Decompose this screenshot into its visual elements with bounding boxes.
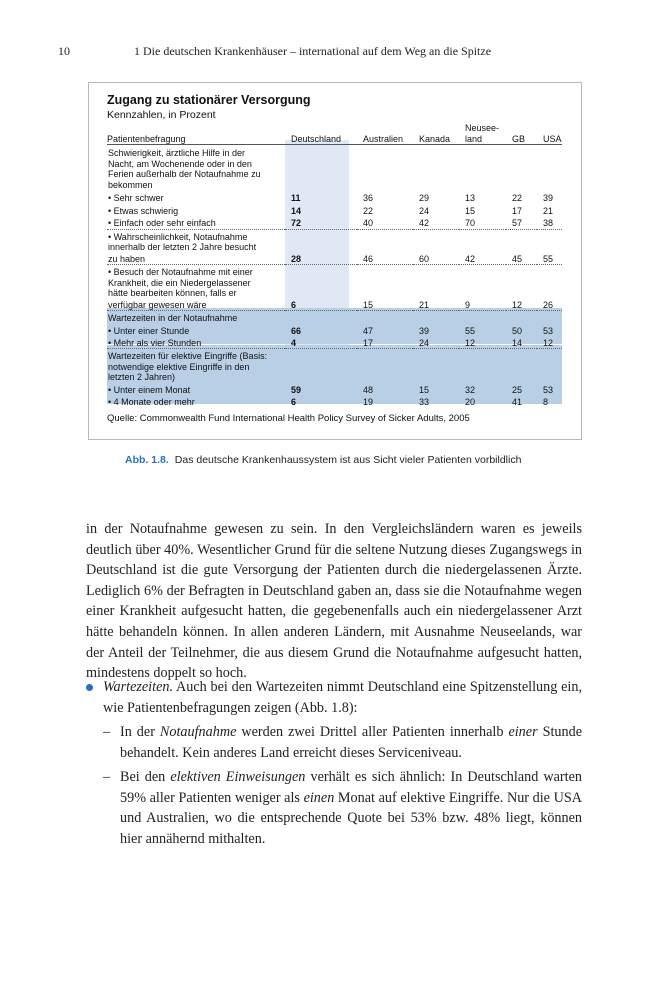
cell-gb: 41 <box>512 397 523 407</box>
col-header: GB <box>506 123 537 145</box>
row-label: • Unter einem Monat <box>108 385 191 395</box>
cell-au: 17 <box>363 337 374 348</box>
bullet-dot-icon <box>86 684 93 691</box>
figure-box <box>88 82 582 440</box>
cell-au: 40 <box>363 218 374 228</box>
table-row <box>107 324 562 337</box>
caption-text: Das deutsche Krankenhaussystem ist aus Sicht vieler Patienten vorbildlich <box>174 454 522 466</box>
col-header: Kanada <box>413 123 459 145</box>
cell-au: 19 <box>363 397 374 407</box>
row-label: • Unter einer Stunde <box>108 326 190 336</box>
cell-ca: 42 <box>419 218 430 228</box>
table-row <box>107 383 562 396</box>
text-run: In der <box>120 724 160 740</box>
table-row <box>107 299 562 311</box>
col-header: USA <box>537 123 562 145</box>
section-heading <box>107 145 562 159</box>
bullet-emphasis: Wartezeiten. <box>103 679 174 695</box>
bullet-text <box>103 677 582 718</box>
table-row <box>107 229 562 242</box>
cell-nz: 55 <box>465 326 476 336</box>
dash-text <box>120 722 582 763</box>
heading-line: Schwierigkeit, ärztliche Hilfe in der <box>108 148 246 158</box>
cell-nz: 20 <box>465 397 476 407</box>
row-label-line: verfügbar gewesen wäre <box>108 299 207 310</box>
figure-title: Zugang zu stationärer Versorgung <box>107 93 311 107</box>
dash-text <box>120 767 582 849</box>
text-emphasis: Notaufnahme <box>159 724 237 740</box>
cell-de: 14 <box>291 205 302 216</box>
table-row <box>107 288 562 299</box>
cell-ca: 24 <box>419 205 430 216</box>
cell-us: 55 <box>543 253 554 264</box>
cell-gb: 25 <box>512 385 523 395</box>
cell-de: 11 <box>291 192 301 203</box>
cell-gb: 12 <box>512 299 523 310</box>
cell-gb: 22 <box>512 192 523 203</box>
table-header-row <box>107 123 562 145</box>
cell-de: 6 <box>291 299 297 310</box>
cell-ca: 15 <box>419 385 430 395</box>
cell-nz: 42 <box>465 253 476 264</box>
text-run: werden zwei Drittel aller Patienten innerhalb <box>236 724 509 740</box>
cell-nz: 15 <box>465 205 476 216</box>
cell-us: 21 <box>543 205 554 216</box>
col-header: Australien <box>357 123 413 145</box>
cell-ca: 29 <box>419 192 430 203</box>
cell-nz: 70 <box>465 218 476 228</box>
row-label: • Mehr als vier Stunden <box>108 337 202 348</box>
row-label: • Sehr schwer <box>108 192 164 203</box>
section-heading <box>107 362 562 373</box>
page-number: 10 <box>58 44 70 58</box>
cell-nz: 9 <box>465 299 471 310</box>
heading-line: bekommen <box>108 179 153 190</box>
table-row <box>107 242 562 253</box>
running-title: 1 Die deutschen Krankenhäuser – international auf dem Weg an die Spitze <box>134 44 492 58</box>
table-row <box>107 278 562 289</box>
caption-label: Abb. 1.8. <box>125 454 169 466</box>
col-header: Deutschland <box>285 123 357 145</box>
cell-nz: 13 <box>465 192 476 203</box>
table-row <box>107 265 562 278</box>
heading-line: Wartezeiten für elektive Eingriffe (Basis: <box>107 349 285 362</box>
row-label-line: • Wahrscheinlichkeit, Notaufnahme <box>107 229 285 242</box>
heading-line: Wartezeiten in der Notaufnahme <box>107 311 285 324</box>
section-heading <box>107 311 562 324</box>
cell-de: 66 <box>291 326 302 336</box>
cell-ca: 39 <box>419 326 430 336</box>
table-row <box>107 216 562 229</box>
col-header: Patientenbefragung <box>107 123 285 145</box>
cell-us: 12 <box>543 337 554 348</box>
row-label-line: Krankheit, die ein Niedergelassener <box>108 277 251 288</box>
cell-nz: 32 <box>465 385 476 395</box>
cell-us: 38 <box>543 218 554 228</box>
col-header-neuseeland <box>459 123 506 145</box>
figure-source: Quelle: Commonwealth Fund International Health Policy Survey of Sicker Adults, 2005 <box>107 413 470 424</box>
text-run: Bei den <box>120 769 171 785</box>
heading-line: letzten 2 Jahren) <box>108 372 176 382</box>
section-heading <box>107 372 562 383</box>
col-header-line: Neusee- <box>465 123 500 133</box>
dash-item <box>103 767 582 849</box>
heading-line: Ferien außerhalb der Notaufnahme zu <box>108 169 261 179</box>
section-heading <box>107 349 562 362</box>
dash-item <box>103 722 582 763</box>
text-run: verhält es sich ähnlich: In Deutschland warten 59% aller Patienten weniger als <box>120 769 582 806</box>
table-row <box>107 190 562 203</box>
table-row <box>107 337 562 349</box>
cell-de: 4 <box>291 337 297 348</box>
cell-us: 26 <box>543 299 554 310</box>
heading-line: notwendige elektive Eingriffe in den <box>108 361 250 372</box>
cell-au: 46 <box>363 253 374 264</box>
row-label-line: • Besuch der Notaufnahme mit einer <box>107 265 285 278</box>
cell-gb: 14 <box>512 337 523 348</box>
row-label-line: hätte bearbeiten können, falls er <box>108 288 237 298</box>
text-run: Monat auf elektive Eingriffe. Nur die USA und Australien, wo die entsprechende Quote bei 53% bzw. 48% liegt, können hier annähernd mithalten. <box>120 789 582 847</box>
data-table <box>107 123 562 408</box>
cell-gb: 45 <box>512 253 523 264</box>
cell-gb: 50 <box>512 326 523 336</box>
cell-au: 22 <box>363 205 374 216</box>
table-row <box>107 203 562 216</box>
row-label-line: zu haben <box>108 253 146 264</box>
cell-ca: 24 <box>419 337 430 348</box>
col-header-line: land <box>465 133 483 144</box>
cell-us: 53 <box>543 385 554 395</box>
cell-ca: 60 <box>419 253 430 264</box>
cell-au: 15 <box>363 299 374 310</box>
row-label: • 4 Monate oder mehr <box>108 397 195 407</box>
body-paragraph: in der Notaufnahme gewesen zu sein. In den Vergleichsländern waren es jeweils deutlich über 40%. Wesentlicher Grund für die seltene Nutzung dieses Zugangswegs in Deutschland ist die gute Versorgung der Patienten durch die niedergelassenen Ärzte. Lediglich 6% der Befragten in Deutschland gaben an, dass sie die Notaufnahme wegen einer Krankheit aufgesucht hatten, die gegebenenfalls auch ein niedergelassener Arzt hätte behandeln können. In allen anderen Ländern, mit Ausnahme Neuseelands, war der Anteil der Teilnehmer, die aus diesem Grund die Notaufnahme aufgesucht hatten, mindestens doppelt so hoch. <box>86 521 582 682</box>
figure-subtitle: Kennzahlen, in Prozent <box>107 109 216 121</box>
cell-ca: 33 <box>419 397 430 407</box>
cell-au: 47 <box>363 326 374 336</box>
text-emphasis: einen <box>303 789 335 806</box>
cell-ca: 21 <box>419 299 430 310</box>
figure-caption <box>125 454 521 466</box>
row-label-line: innerhalb der letzten 2 Jahre besucht <box>108 242 257 252</box>
cell-gb: 57 <box>512 218 523 228</box>
cell-de: 28 <box>291 253 302 264</box>
row-label: • Einfach oder sehr einfach <box>108 218 216 228</box>
dash-marker: – <box>103 724 111 740</box>
text-emphasis: elektiven Einweisungen <box>170 769 306 785</box>
bullet-rest: Auch bei den Wartezeiten nimmt Deutschland eine Spitzenstellung ein, wie Patientenbefragungen zeigen (Abb. 1.8): <box>103 679 582 716</box>
section-heading <box>107 180 562 191</box>
cell-de: 72 <box>291 218 302 228</box>
section-heading <box>107 169 562 180</box>
cell-gb: 17 <box>512 205 523 216</box>
bullet-item <box>86 677 582 718</box>
text-run: Stunde behandelt. Kein anderes Land erreicht dieses Serviceniveau. <box>120 724 582 761</box>
cell-nz: 12 <box>465 337 476 348</box>
cell-us: 39 <box>543 192 554 203</box>
cell-us: 8 <box>543 397 549 407</box>
cell-de: 59 <box>291 385 302 395</box>
heading-line: Nacht, am Wochenende oder in den <box>108 158 252 169</box>
cell-au: 36 <box>363 192 374 203</box>
cell-us: 53 <box>543 326 554 336</box>
row-label: • Etwas schwierig <box>108 205 179 216</box>
cell-de: 6 <box>291 397 297 407</box>
cell-au: 48 <box>363 385 374 395</box>
table-row <box>107 396 562 408</box>
section-heading <box>107 159 562 170</box>
dash-marker: – <box>103 769 111 785</box>
text-emphasis: einer <box>508 724 538 740</box>
table-row <box>107 253 562 265</box>
